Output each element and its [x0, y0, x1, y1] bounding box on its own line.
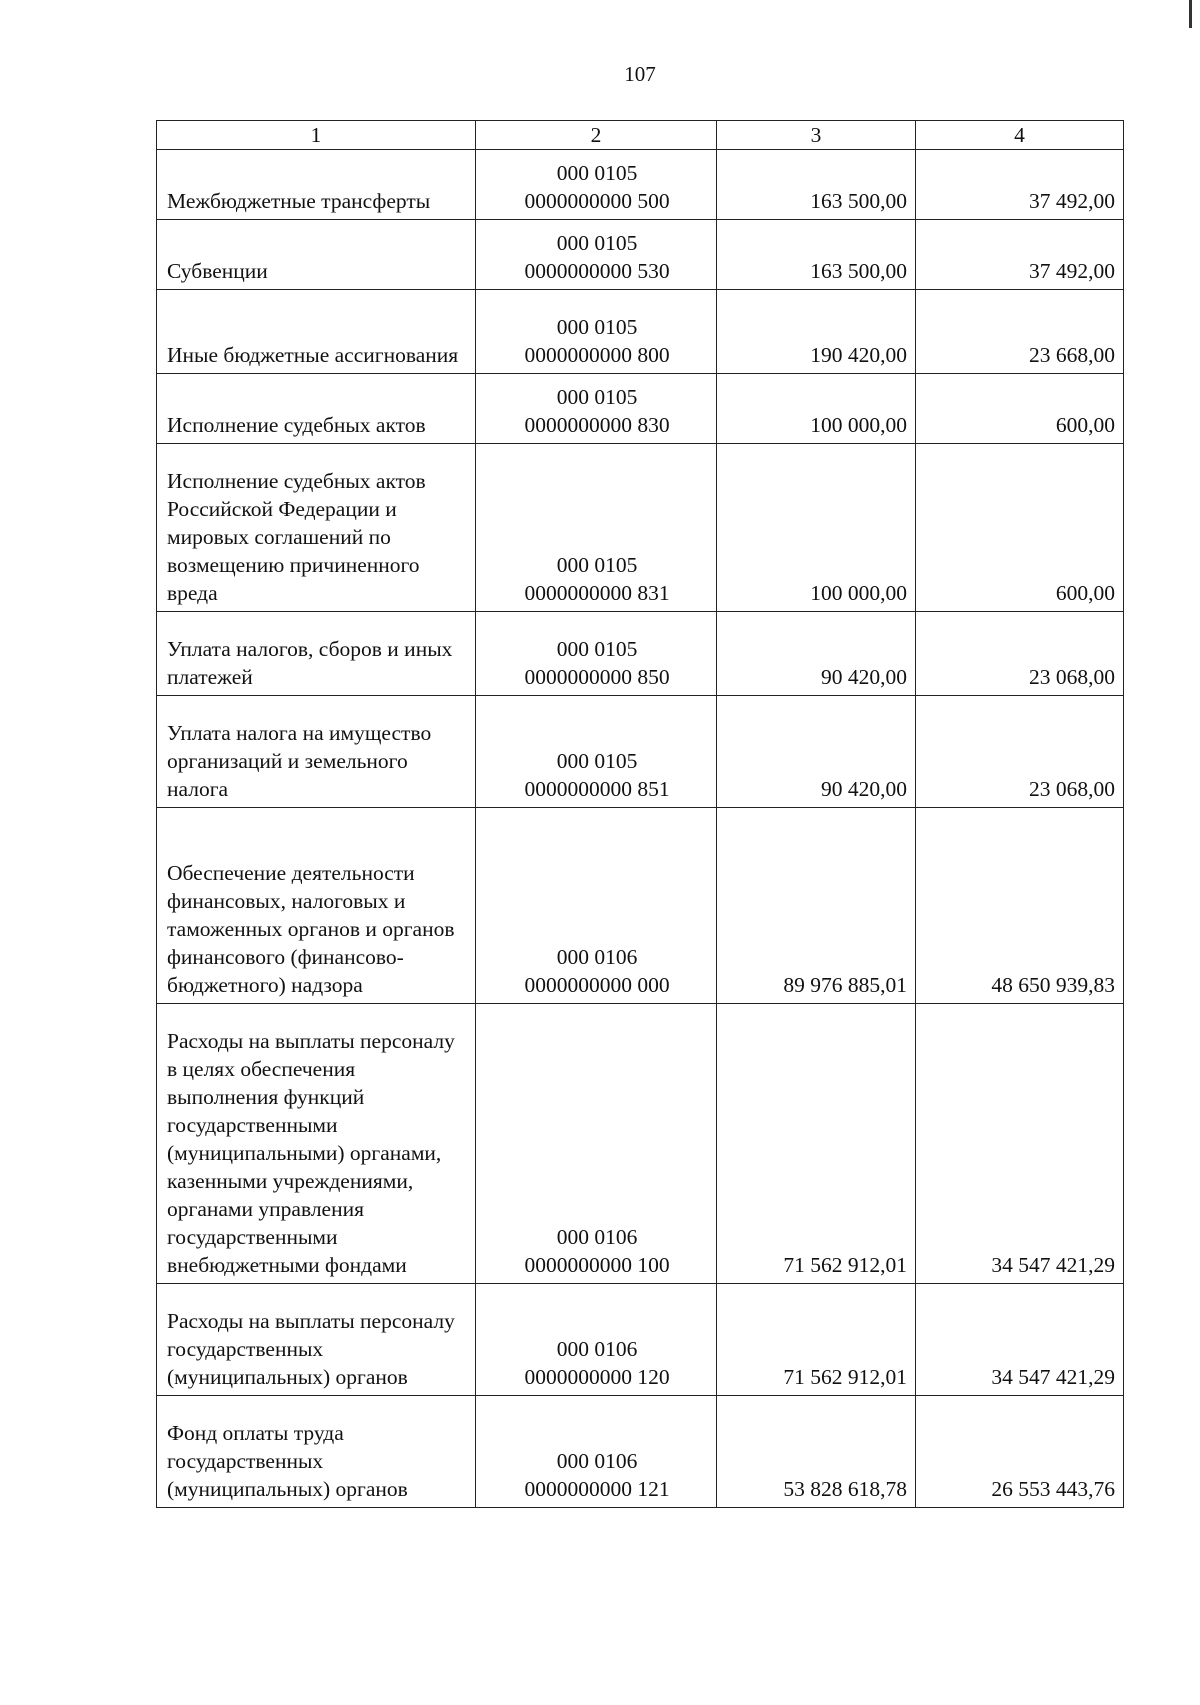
- row-value-col3: 100 000,00: [717, 374, 916, 444]
- code-part-2: 0000000000 000: [524, 973, 670, 997]
- row-code: [476, 1284, 717, 1396]
- row-name: Расходы на выплаты персоналу в целях обеспечения выполнения функций государственными (муниципальными) органами, казенными учреждениями, органами управления государственными внебюджетными фондами: [157, 1004, 476, 1284]
- row-value-col4: 26 553 443,76: [916, 1396, 1124, 1508]
- table-row: [157, 220, 1124, 290]
- table-row: [157, 612, 1124, 696]
- row-code: [476, 1004, 717, 1284]
- code-part-2: 0000000000 850: [524, 665, 670, 689]
- row-value-col3: 89 976 885,01: [717, 808, 916, 1004]
- row-value-col3: 190 420,00: [717, 290, 916, 374]
- row-name: Исполнение судебных актов: [157, 374, 476, 444]
- row-value-col4: 37 492,00: [916, 220, 1124, 290]
- scan-edge-mark: [1189, 0, 1192, 28]
- row-name: Расходы на выплаты персоналу государственных (муниципальных) органов: [157, 1284, 476, 1396]
- code-part-2: 0000000000 831: [524, 581, 670, 605]
- code-part-1: 000 0105: [556, 749, 638, 773]
- code-part-2: 0000000000 500: [524, 189, 670, 213]
- code-part-1: 000 0105: [556, 231, 638, 255]
- row-value-col4: 600,00: [916, 374, 1124, 444]
- table-row: [157, 374, 1124, 444]
- row-value-col4: 23 068,00: [916, 696, 1124, 808]
- row-name: Иные бюджетные ассигнования: [157, 290, 476, 374]
- header-row: [157, 121, 1124, 150]
- code-part-1: 000 0105: [556, 315, 638, 339]
- row-name: Уплата налогов, сборов и иных платежей: [157, 612, 476, 696]
- column-header-1: 1: [157, 121, 476, 150]
- row-value-col4: 600,00: [916, 444, 1124, 612]
- row-value-col3: 71 562 912,01: [717, 1284, 916, 1396]
- page-number: 107: [624, 62, 656, 86]
- row-value-col3: 90 420,00: [717, 696, 916, 808]
- table-row: [157, 150, 1124, 220]
- row-code: [476, 808, 717, 1004]
- code-part-1: 000 0105: [556, 161, 638, 185]
- code-part-1: 000 0105: [556, 553, 638, 577]
- column-header-4: 4: [916, 121, 1124, 150]
- row-code: [476, 374, 717, 444]
- table-row: [157, 444, 1124, 612]
- code-part-2: 0000000000 800: [524, 343, 670, 367]
- row-name: Межбюджетные трансферты: [157, 150, 476, 220]
- code-part-2: 0000000000 530: [524, 259, 670, 283]
- code-part-2: 0000000000 120: [524, 1365, 670, 1389]
- code-part-2: 0000000000 851: [524, 777, 670, 801]
- row-name: Исполнение судебных актов Российской Федерации и мировых соглашений по возмещению причиненного вреда: [157, 444, 476, 612]
- table-row: [157, 696, 1124, 808]
- row-value-col4: 23 068,00: [916, 612, 1124, 696]
- table-row: [157, 290, 1124, 374]
- row-code: [476, 444, 717, 612]
- code-part-1: 000 0106: [556, 1337, 638, 1361]
- budget-table: [156, 120, 1124, 1508]
- column-header-3: 3: [717, 121, 916, 150]
- row-value-col3: 100 000,00: [717, 444, 916, 612]
- row-value-col3: 90 420,00: [717, 612, 916, 696]
- row-code: [476, 612, 717, 696]
- code-part-1: 000 0106: [556, 945, 638, 969]
- row-name: Фонд оплаты труда государственных (муниципальных) органов: [157, 1396, 476, 1508]
- row-code: [476, 220, 717, 290]
- code-part-2: 0000000000 830: [524, 413, 670, 437]
- row-value-col3: 53 828 618,78: [717, 1396, 916, 1508]
- row-code: [476, 1396, 717, 1508]
- row-code: [476, 696, 717, 808]
- code-part-1: 000 0105: [556, 385, 638, 409]
- row-code: [476, 150, 717, 220]
- row-value-col3: 163 500,00: [717, 150, 916, 220]
- row-value-col4: 37 492,00: [916, 150, 1124, 220]
- table-row: [157, 1004, 1124, 1284]
- row-value-col4: 23 668,00: [916, 290, 1124, 374]
- row-value-col4: 34 547 421,29: [916, 1004, 1124, 1284]
- row-value-col4: 34 547 421,29: [916, 1284, 1124, 1396]
- code-part-1: 000 0106: [556, 1225, 638, 1249]
- row-name: Обеспечение деятельности финансовых, налоговых и таможенных органов и органов финансового (финансово-бюджетного) надзора: [157, 808, 476, 1004]
- row-value-col3: 163 500,00: [717, 220, 916, 290]
- code-part-1: 000 0105: [556, 637, 638, 661]
- code-part-1: 000 0106: [556, 1449, 638, 1473]
- row-code: [476, 290, 717, 374]
- code-part-2: 0000000000 121: [524, 1477, 670, 1501]
- row-name: Субвенции: [157, 220, 476, 290]
- row-value-col3: 71 562 912,01: [717, 1004, 916, 1284]
- row-name: Уплата налога на имущество организаций и земельного налога: [157, 696, 476, 808]
- code-part-2: 0000000000 100: [524, 1253, 670, 1277]
- row-value-col4: 48 650 939,83: [916, 808, 1124, 1004]
- table-row: [157, 1396, 1124, 1508]
- table-row: [157, 808, 1124, 1004]
- column-header-2: 2: [476, 121, 717, 150]
- table-row: [157, 1284, 1124, 1396]
